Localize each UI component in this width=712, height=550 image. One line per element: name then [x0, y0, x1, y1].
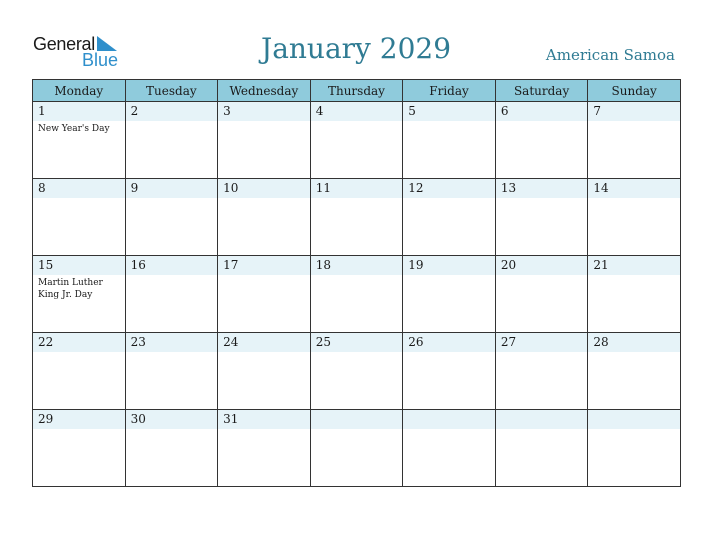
day-number: 14: [593, 181, 609, 195]
week-row: [33, 179, 681, 256]
weekday-header-row: [33, 80, 681, 102]
holiday-label: New Year's Day: [38, 124, 110, 134]
day-cell: [588, 179, 681, 256]
day-number: 24: [223, 335, 239, 349]
day-number-band: [33, 179, 125, 198]
day-number-band: [126, 102, 218, 121]
day-cell: [125, 179, 218, 256]
day-cell: [33, 256, 126, 333]
day-number: 27: [500, 335, 517, 349]
holiday-label: Martin Luther King Jr. Day: [38, 278, 103, 300]
day-number: 26: [408, 335, 424, 349]
day-number: 9: [130, 181, 139, 195]
day-number-band: [218, 102, 310, 121]
weekday-header: Saturday: [495, 80, 588, 102]
day-cell: [403, 410, 496, 487]
week-row: [33, 333, 681, 410]
day-number: 22: [38, 335, 54, 349]
day-number-band: [311, 102, 403, 121]
day-cell: [403, 102, 496, 179]
day-number: 7: [593, 104, 602, 118]
day-cell: [33, 333, 126, 410]
weekday-header: Sunday: [588, 80, 681, 102]
day-number: 2: [130, 104, 139, 118]
day-number: 31: [223, 412, 239, 426]
day-number: 29: [38, 412, 54, 426]
day-cell: [218, 333, 311, 410]
day-number: 13: [500, 181, 517, 195]
day-number-band: [588, 410, 680, 429]
weekday-header: Tuesday: [125, 80, 218, 102]
day-cell: [310, 333, 403, 410]
week-row: [33, 256, 681, 333]
day-number: 16: [130, 258, 146, 272]
logo-word-blue: Blue: [82, 50, 119, 70]
day-number-band: [496, 410, 588, 429]
day-number: 6: [500, 104, 509, 118]
weekday-header: Thursday: [310, 80, 403, 102]
day-number: 21: [593, 258, 609, 272]
day-cell: [588, 256, 681, 333]
weekday-header: Friday: [403, 80, 496, 102]
day-cell: [125, 333, 218, 410]
day-number: 1: [38, 104, 46, 118]
day-cell: [495, 256, 588, 333]
day-number-band: [311, 410, 403, 429]
day-cell: [310, 179, 403, 256]
day-number-band: [403, 102, 495, 121]
day-cell: [495, 179, 588, 256]
day-cell: [310, 102, 403, 179]
day-number: 12: [408, 181, 424, 195]
day-cell: [218, 102, 311, 179]
day-cell: [125, 102, 218, 179]
day-cell: [588, 410, 681, 487]
page-title: January 2029: [260, 32, 452, 65]
day-cell: [125, 256, 218, 333]
day-number: 10: [223, 181, 239, 195]
week-row: [33, 102, 681, 179]
day-number-band: [126, 179, 218, 198]
day-cell: [33, 179, 126, 256]
day-cell: [33, 410, 126, 487]
calendar-grid: [32, 79, 681, 487]
day-cell: [495, 102, 588, 179]
day-number: 15: [38, 258, 54, 272]
day-number-band: [588, 102, 680, 121]
day-number-band: [496, 102, 588, 121]
day-cell: [125, 410, 218, 487]
day-cell: [588, 102, 681, 179]
day-number: 30: [130, 412, 146, 426]
day-number: 25: [315, 335, 331, 349]
day-cell: [495, 333, 588, 410]
day-cell: [403, 179, 496, 256]
day-number-band: [403, 410, 495, 429]
day-cell: [403, 256, 496, 333]
day-cell: [218, 179, 311, 256]
day-number: 20: [500, 258, 517, 272]
day-cell: [218, 410, 311, 487]
day-number: 11: [315, 181, 331, 195]
day-cell: [403, 333, 496, 410]
day-cell: [495, 410, 588, 487]
weekday-header: Wednesday: [218, 80, 311, 102]
region-label: American Samoa: [545, 46, 675, 64]
day-number: 28: [593, 335, 609, 349]
day-number-band: [33, 102, 125, 121]
day-cell: [588, 333, 681, 410]
day-number: 19: [408, 258, 424, 272]
day-cell: [33, 102, 126, 179]
day-cell: [310, 410, 403, 487]
day-cell: [218, 256, 311, 333]
weekday-header: Monday: [33, 80, 126, 102]
day-number: 23: [130, 335, 146, 349]
week-row: [33, 410, 681, 487]
day-number: 8: [38, 181, 46, 195]
day-number: 5: [408, 104, 416, 118]
logo-word-general: General: [33, 34, 95, 54]
day-number: 18: [315, 258, 331, 272]
day-cell: [310, 256, 403, 333]
day-number: 4: [315, 104, 324, 118]
day-number: 3: [223, 104, 231, 118]
day-number: 17: [223, 258, 239, 272]
